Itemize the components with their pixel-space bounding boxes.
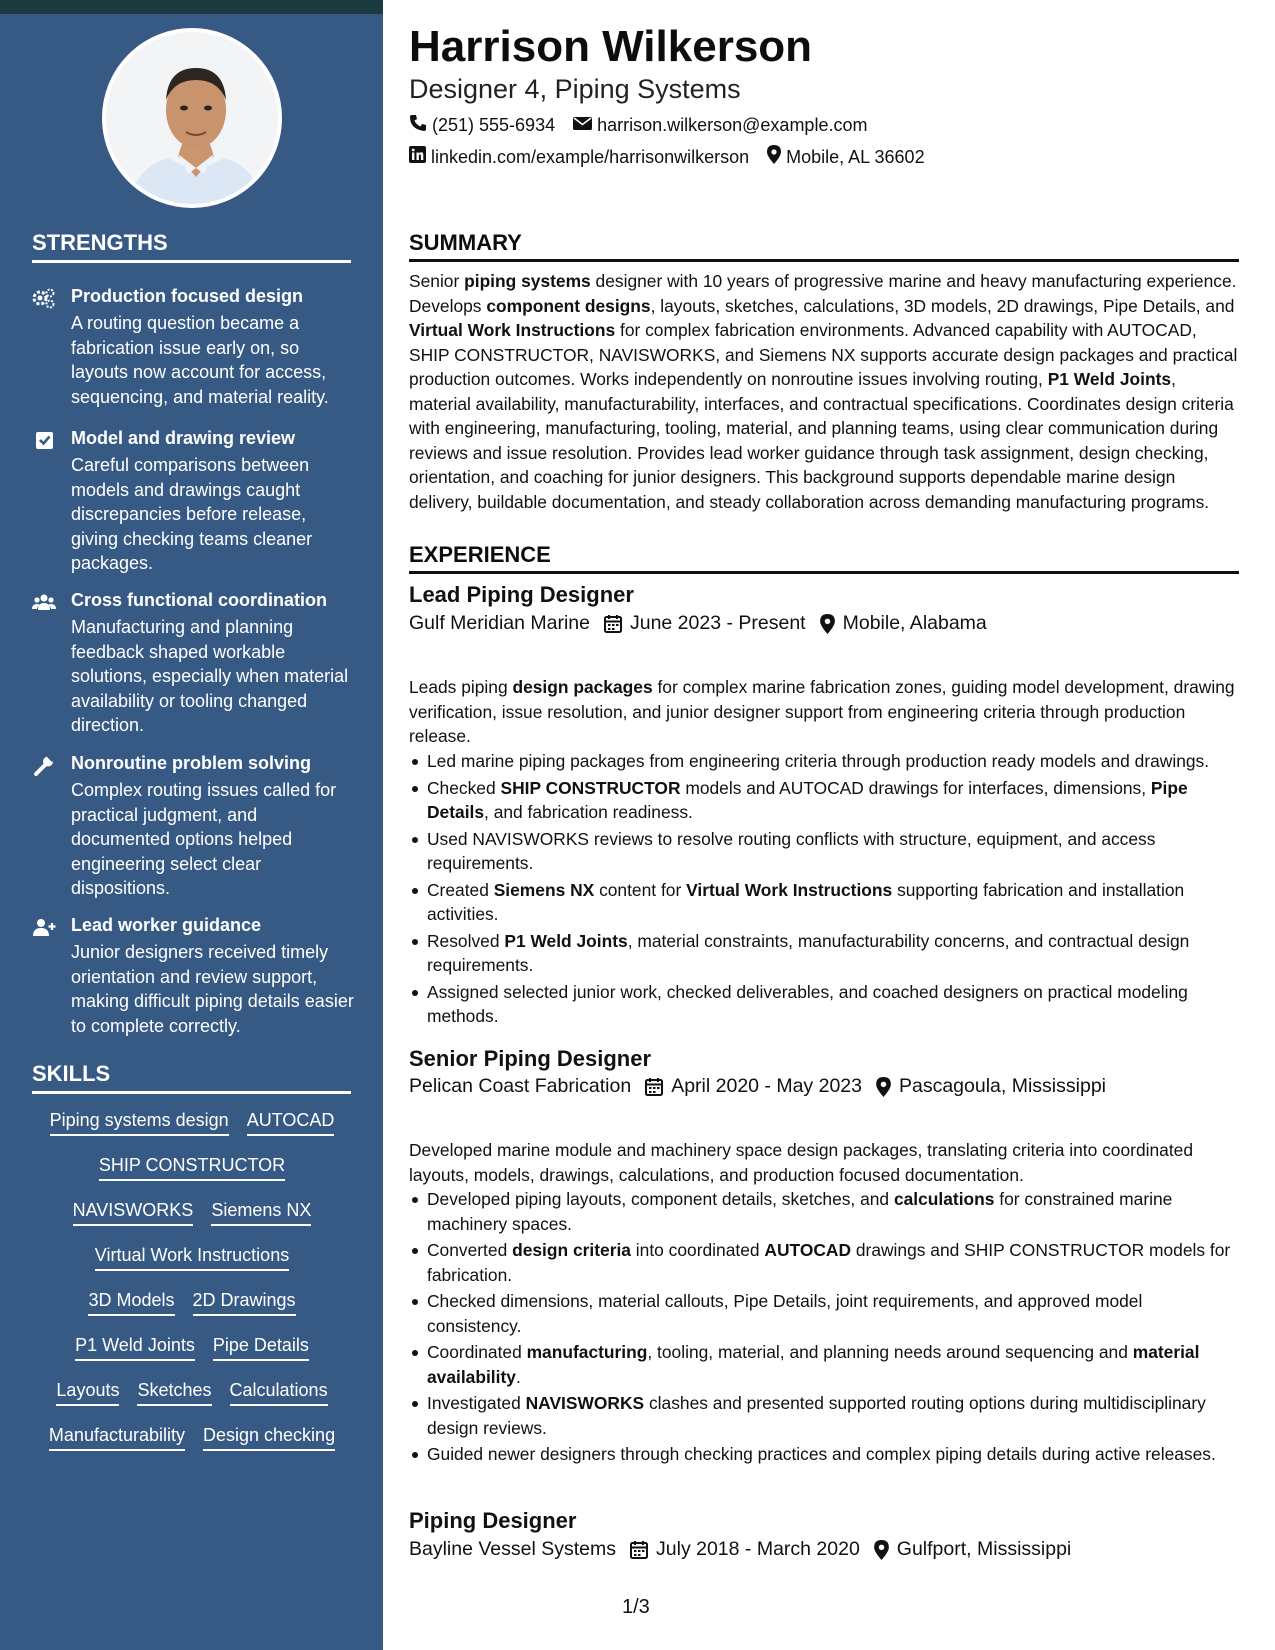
calendar-icon: [645, 1077, 663, 1096]
checkbox-icon: [32, 430, 56, 452]
bold-text: Virtual Work Instructions: [686, 879, 893, 900]
job-dates: June 2023 - Present: [629, 612, 806, 634]
wrench-icon: [32, 755, 56, 777]
text-run: .: [515, 1366, 521, 1387]
skill-tag: Piping systems design: [50, 1108, 229, 1136]
summary-text: [409, 269, 1239, 514]
map-pin-icon: [767, 145, 786, 169]
bold-text: P1 Weld Joints: [504, 930, 628, 951]
skill-tag: Virtual Work Instructions: [95, 1243, 289, 1271]
text-run: , material availability, manufacturability, interfaces, and contractual specifications. Coordinates design criteria with engineering, manufacturing, tooling, material, and planning teams, using clear communication during reviews and issue resolution. Provides lead worker guidance through task assignment, design checking, orientation, and coaching for junior designers. This background supports dependable marine design delivery, buildable documentation, and steady collaboration across demanding manufacturing programs.: [409, 369, 1234, 512]
job-role: Piping Designer: [409, 1508, 577, 1533]
job-dates: April 2020 - May 2023: [671, 1075, 862, 1097]
bold-text: design criteria: [512, 1240, 631, 1260]
text-run: Checked dimensions, material callouts, Pipe Details, joint requirements, and approved model consistency.: [427, 1291, 1143, 1336]
job-role: Senior Piping Designer: [409, 1046, 652, 1071]
skill-row: [32, 1378, 352, 1423]
text-run: Converted: [427, 1240, 513, 1260]
users-icon: [32, 592, 56, 614]
avatar: [102, 28, 282, 208]
text-run: Resolved: [427, 930, 505, 951]
bold-text: SHIP CONSTRUCTOR: [500, 777, 681, 798]
job-intro: [409, 1138, 1239, 1187]
skills-heading: SKILLS: [32, 1061, 351, 1094]
text-run: Investigated: [427, 1393, 526, 1413]
user-plus-icon: [32, 917, 56, 939]
skill-row: [32, 1153, 352, 1198]
text-run: for complex fabrication environments. Advanced capability with AUTOCAD, SHIP CONSTRUCTOR, NAVISWORKS, and Siemens NX supports accurate design packages and practical production outcomes. Works independently on nonroutine issues involving routing,: [409, 320, 1238, 389]
skill-tag: Siemens NX: [211, 1198, 311, 1226]
job-meta: [409, 1538, 1071, 1561]
phone-link[interactable]: (251) 555-6934: [432, 115, 556, 135]
location-text: Mobile, AL 36602: [786, 146, 925, 167]
strength-description: Manufacturing and planning feedback shaped workable solutions, especially when material availability or tooling changed direction.: [71, 617, 349, 735]
bold-text: calculations: [893, 1189, 995, 1209]
skill-row: [32, 1198, 352, 1243]
skill-row: [32, 1288, 352, 1333]
text-run: supporting fabrication and installation activities.: [427, 879, 1185, 924]
text-run: , and fabrication readiness.: [484, 802, 693, 822]
linkedin-link[interactable]: linkedin.com/example/harrisonwilkerson: [431, 146, 750, 167]
skill-row: [32, 1108, 352, 1153]
company-name: Pelican Coast Fabrication: [409, 1075, 632, 1097]
skill-tag: Layouts: [56, 1378, 119, 1406]
job-meta: [409, 1075, 1106, 1098]
company-name: Gulf Meridian Marine: [409, 612, 590, 634]
strength-description: Complex routing issues called for practical judgment, and documented options helped engineering select clear dispositions.: [71, 780, 337, 898]
contact-row: [409, 145, 925, 169]
text-run: Developed piping layouts, component details, sketches, and: [427, 1189, 894, 1209]
text-run: , material constraints, manufacturability concerns, and contractual design requirements.: [427, 930, 1190, 975]
map-pin-icon: [820, 614, 835, 634]
text-run: Assigned selected junior work, checked deliverables, and coached designers on practical modeling methods.: [427, 981, 1188, 1026]
email-icon: [573, 115, 597, 136]
skill-tag: Pipe Details: [213, 1333, 309, 1361]
candidate-name: Harrison Wilkerson: [409, 22, 813, 71]
phone-icon: [409, 114, 432, 137]
job-intro: [409, 675, 1239, 749]
text-run: into coordinated: [630, 1240, 765, 1260]
strength-title: Model and drawing review: [71, 428, 296, 448]
skill-tag: P1 Weld Joints: [75, 1333, 195, 1361]
summary-heading: SUMMARY: [409, 230, 1239, 262]
text-run: Senior: [409, 271, 465, 291]
bold-text: piping systems: [464, 271, 591, 291]
bold-text: design packages: [512, 677, 653, 697]
skill-row: [32, 1243, 352, 1288]
candidate-title: Designer 4, Piping Systems: [409, 74, 741, 104]
bold-text: Pipe Details: [427, 777, 1188, 822]
strength-description: A routing question became a fabrication issue early on, so layouts now account for access, sequencing, and material reality.: [71, 313, 329, 407]
skill-tag: NAVISWORKS: [73, 1198, 194, 1226]
strengths-heading: STRENGTHS: [32, 230, 351, 263]
skill-tag: 3D Models: [88, 1288, 174, 1316]
bold-text: AUTOCAD: [764, 1240, 852, 1260]
job-location: Pascagoula, Mississippi: [898, 1075, 1106, 1097]
text-run: for complex marine fabrication zones, guiding model development, drawing verification, issue resolution, and junior designer support from engineering criteria through production release.: [409, 677, 1235, 746]
bullet-item: [409, 827, 1239, 876]
skill-tag: SHIP CONSTRUCTOR: [99, 1153, 285, 1181]
job-role: Lead Piping Designer: [409, 582, 634, 607]
skill-tag: Calculations: [230, 1378, 328, 1406]
bold-text: component designs: [486, 295, 651, 316]
skill-tag: 2D Drawings: [193, 1288, 296, 1316]
skills-list: [32, 1108, 352, 1468]
strength-title: Lead worker guidance: [71, 915, 262, 935]
job-bullets: [409, 749, 1239, 1031]
text-run: Used NAVISWORKS reviews to resolve routing conflicts with structure, equipment, and access requirements.: [427, 828, 1156, 873]
job-meta: [409, 612, 987, 635]
bullet-item: [409, 1340, 1239, 1389]
text-run: Led marine piping packages from engineering criteria through production ready models and drawings.: [427, 751, 1210, 771]
email-link[interactable]: harrison.wilkerson@example.com: [597, 115, 868, 135]
text-run: , tooling, material, and planning needs around sequencing and: [647, 1342, 1133, 1362]
bullet-item: [409, 1442, 1239, 1467]
bold-text: manufacturing: [526, 1342, 648, 1362]
sidebar-top-bar: [0, 0, 383, 14]
bold-text: NAVISWORKS: [525, 1393, 645, 1413]
calendar-icon: [604, 614, 622, 633]
text-run: Guided newer designers through checking practices and complex piping details during active releases.: [427, 1444, 1216, 1464]
experience-heading: EXPERIENCE: [409, 542, 1239, 574]
bullet-item: [409, 878, 1239, 927]
bullet-item: [409, 1391, 1239, 1440]
text-run: , layouts, sketches, calculations, 3D models, 2D drawings, Pipe Details, and: [650, 295, 1235, 316]
gears-icon: [32, 288, 56, 310]
map-pin-icon: [874, 1540, 889, 1560]
bullet-item: [409, 776, 1239, 825]
text-run: Coordinated: [427, 1342, 527, 1362]
contact-row: [409, 114, 867, 137]
bullet-item: [409, 1187, 1239, 1236]
skill-tag: Manufacturability: [49, 1423, 185, 1451]
strength-title: Nonroutine problem solving: [71, 753, 312, 773]
bold-text: material availability: [427, 1342, 1200, 1387]
text-run: Created: [427, 879, 494, 900]
page-number: 1/3: [622, 1596, 650, 1618]
bold-text: P1 Weld Joints: [1047, 369, 1172, 389]
text-run: models and AUTOCAD drawings for interfaces, dimensions,: [680, 777, 1151, 798]
strength-title: Production focused design: [71, 286, 304, 306]
strength-description: Careful comparisons between models and drawings caught discrepancies before release, giving checking teams cleaner packages.: [71, 455, 313, 573]
job-location: Mobile, Alabama: [842, 612, 987, 634]
skill-tag: AUTOCAD: [247, 1108, 335, 1136]
text-run: clashes and presented supported routing options during multidisciplinary design reviews.: [427, 1393, 1206, 1438]
bullet-item: [409, 1238, 1239, 1287]
skill-tag: Sketches: [137, 1378, 211, 1406]
text-run: for constrained marine machinery spaces.: [427, 1189, 1173, 1234]
text-run: Leads piping: [409, 677, 513, 697]
company-name: Bayline Vessel Systems: [409, 1538, 617, 1560]
bold-text: Virtual Work Instructions: [409, 320, 616, 340]
job-bullets: [409, 1187, 1239, 1469]
bullet-item: [409, 749, 1239, 774]
map-pin-icon: [876, 1077, 891, 1097]
bullet-item: [409, 1289, 1239, 1338]
bullet-item: [409, 929, 1239, 978]
text-run: designer with 10 years of progressive marine and heavy manufacturing experience. Develops: [409, 271, 1237, 316]
calendar-icon: [630, 1540, 648, 1559]
sidebar: [0, 0, 383, 1650]
strength-description: Junior designers received timely orientation and review support, making difficult piping details easier to complete correctly.: [71, 942, 354, 1036]
text-run: content for: [594, 879, 687, 900]
job-location: Gulfport, Mississippi: [896, 1538, 1072, 1560]
skill-tag: Design checking: [203, 1423, 335, 1451]
strength-title: Cross functional coordination: [71, 590, 328, 610]
job-dates: July 2018 - March 2020: [656, 1538, 860, 1560]
skill-row: [32, 1333, 352, 1378]
text-run: drawings and SHIP CONSTRUCTOR models for fabrication.: [427, 1240, 1231, 1285]
text-run: Checked: [427, 777, 501, 798]
bullet-item: [409, 980, 1239, 1029]
linkedin-icon: [409, 146, 431, 168]
bold-text: Siemens NX: [493, 879, 595, 900]
skill-row: [32, 1423, 352, 1468]
text-run: Developed marine module and machinery space design packages, translating criteria into coordinated layouts, models, drawings, calculations, and production focused documentation.: [409, 1140, 1193, 1185]
